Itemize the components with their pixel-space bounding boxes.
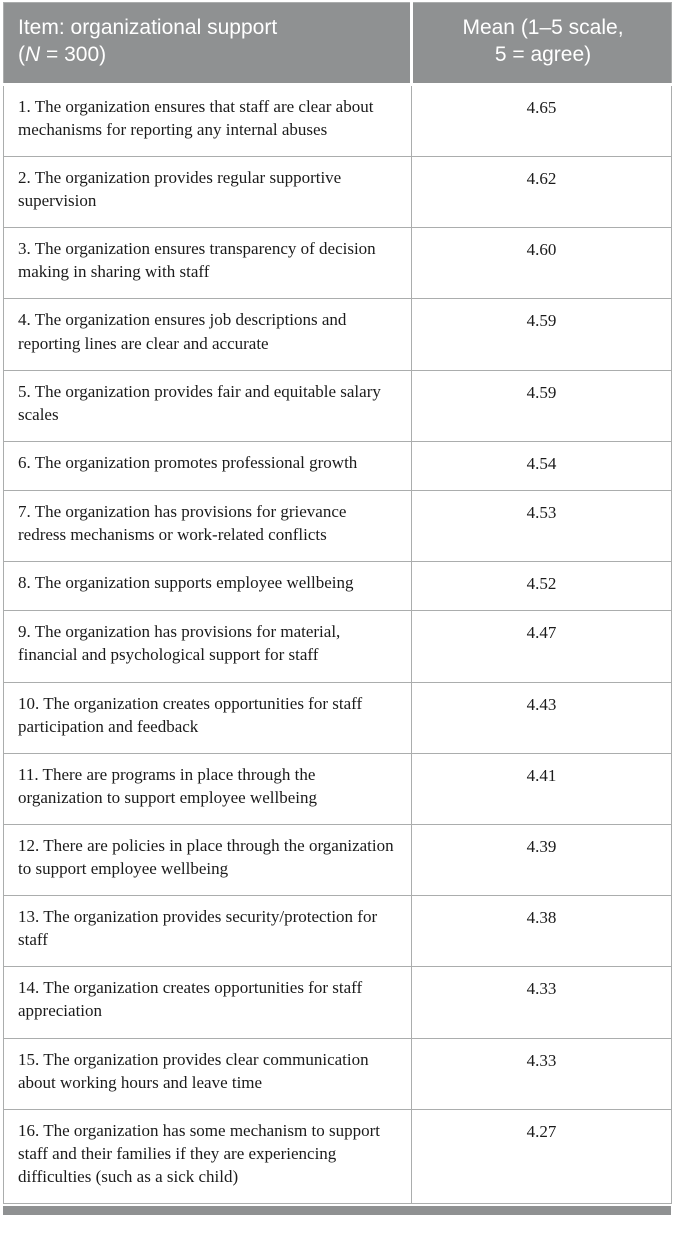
item-cell: 6. The organization promotes professional growth (4, 441, 412, 490)
item-header-line1: Item: organizational support (18, 16, 278, 39)
mean-cell: 4.60 (412, 228, 672, 299)
table-row (4, 370, 672, 441)
item-cell: 3. The organization ensures transparency of decision making in sharing with staff (4, 228, 412, 299)
mean-cell: 4.33 (412, 967, 672, 1038)
table-row (4, 299, 672, 370)
item-cell: 1. The organization ensures that staff are clear about mechanisms for reporting any internal abuses (4, 84, 412, 156)
mean-cell: 4.27 (412, 1109, 672, 1203)
table-row (4, 490, 672, 561)
column-header-mean (412, 3, 672, 85)
item-cell: 16. The organization has some mechanism to support staff and their families if they are experiencing difficulties (such as a sick child) (4, 1109, 412, 1203)
mean-cell: 4.43 (412, 682, 672, 753)
mean-cell: 4.39 (412, 824, 672, 895)
table-row (4, 967, 672, 1038)
table-row (4, 753, 672, 824)
table-row (4, 441, 672, 490)
table-row (4, 562, 672, 611)
item-cell: 11. There are programs in place through the organization to support employee wellbeing (4, 753, 412, 824)
table-row (4, 1038, 672, 1109)
mean-cell: 4.59 (412, 370, 672, 441)
item-cell: 9. The organization has provisions for material, financial and psychological support for staff (4, 611, 412, 682)
table-container (3, 2, 671, 1215)
item-cell: 14. The organization creates opportunities for staff appreciation (4, 967, 412, 1038)
mean-cell: 4.53 (412, 490, 672, 561)
column-header-item (4, 3, 412, 85)
mean-header-line2: 5 = agree) (494, 42, 592, 66)
mean-cell: 4.41 (412, 753, 672, 824)
table-row (4, 611, 672, 682)
mean-cell: 4.59 (412, 299, 672, 370)
mean-cell: 4.47 (412, 611, 672, 682)
table-row (4, 896, 672, 967)
n-symbol: N (25, 42, 41, 66)
mean-cell: 4.62 (412, 156, 672, 227)
paper-table (3, 2, 672, 1204)
item-cell: 12. There are policies in place through the organization to support employee wellbeing (4, 824, 412, 895)
table-header-row (4, 3, 672, 85)
item-cell: 7. The organization has provisions for grievance redress mechanisms or work-related conflicts (4, 490, 412, 561)
table-bottom-rule (3, 1206, 671, 1215)
table-row (4, 84, 672, 156)
item-header-line2: (N = 300) (18, 42, 107, 66)
mean-cell: 4.33 (412, 1038, 672, 1109)
mean-cell: 4.38 (412, 896, 672, 967)
mean-header-line1: Mean (1–5 scale, (462, 16, 624, 39)
table-row (4, 228, 672, 299)
table-row (4, 1109, 672, 1203)
table-header (4, 3, 672, 85)
table-row (4, 682, 672, 753)
mean-cell: 4.52 (412, 562, 672, 611)
item-cell: 5. The organization provides fair and equitable salary scales (4, 370, 412, 441)
item-cell: 2. The organization provides regular supportive supervision (4, 156, 412, 227)
item-cell: 15. The organization provides clear communication about working hours and leave time (4, 1038, 412, 1109)
item-cell: 8. The organization supports employee wellbeing (4, 562, 412, 611)
item-cell: 13. The organization provides security/protection for staff (4, 896, 412, 967)
mean-cell: 4.54 (412, 441, 672, 490)
item-cell: 10. The organization creates opportunities for staff participation and feedback (4, 682, 412, 753)
mean-cell: 4.65 (412, 84, 672, 156)
table-body (4, 84, 672, 1203)
table-row (4, 156, 672, 227)
item-cell: 4. The organization ensures job descriptions and reporting lines are clear and accurate (4, 299, 412, 370)
table-row (4, 824, 672, 895)
